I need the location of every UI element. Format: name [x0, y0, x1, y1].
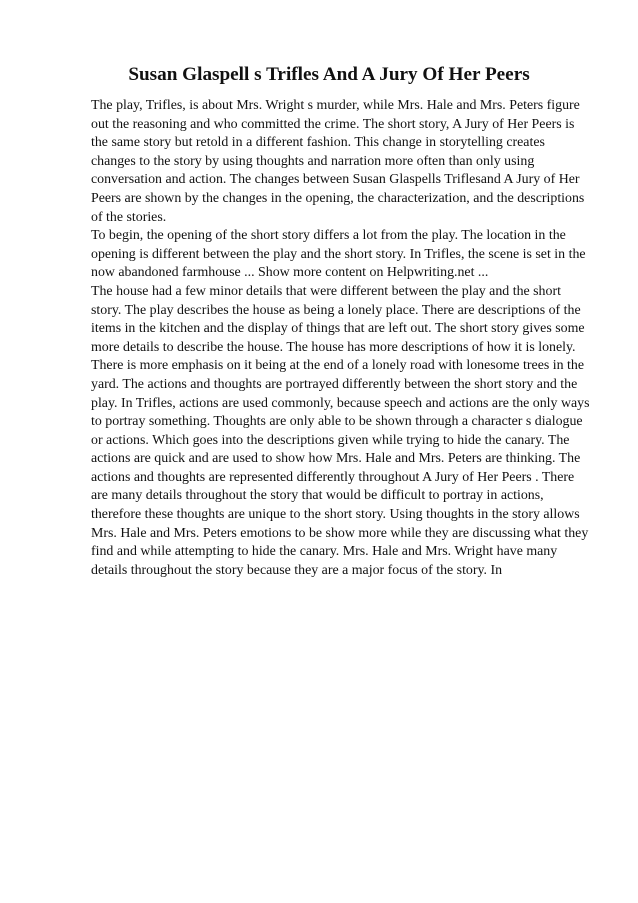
document-body [91, 97, 591, 580]
document-title: Susan Glaspell s Trifles And A Jury Of Her Peers [128, 64, 530, 85]
paragraph-intro: The play, Trifles, is about Mrs. Wright s murder, while Mrs. Hale and Mrs. Peters figure out the reasoning and who committed the crime. The short story, A Jury of Her Peers is the same story but retold in a different fashion. This change in storytelling creates changes to the story by using thoughts and narration more often than only using conversation and action. The changes between Susan Glaspells Triflesand A Jury of Her Peers are shown by the changes in the opening, the characterization, and the descriptions of the stories. [91, 98, 585, 225]
paragraph-opening: To begin, the opening of the short story differs a lot from the play. The location in the opening is different between the play and the short story. In Trifles, the scene is set in the now abandoned farmhouse ... Show more content on Helpwriting.net ... [91, 228, 586, 281]
paragraph-house: The house had a few minor details that were different between the play and the short story. The play describes the house as being a lonely place. There are descriptions of the items in the kitchen and the display of things that are left out. The short story gives some more details to describe the house. The house has more descriptions of how it is lonely. There is more emphasis on it being at the end of a lonely road with lonesome trees in the yard. The actions and thoughts are portrayed differently between the short story and the play. In Trifles, actions are used commonly, because speech and actions are the only ways to portray something. Thoughts are only able to be shown through a character s dialogue or actions. Which goes into the descriptions given while trying to hide the canary. The actions are quick and are used to show how Mrs. Hale and Mrs. Peters are thinking. The actions and thoughts are represented differently throughout A Jury of Her Peers . There are many details throughout the story that would be difficult to portray in actions, therefore these thoughts are unique to the short story. Using thoughts in the story allows Mrs. Hale and Mrs. Peters emotions to be show more while they are discussing what they find and while attempting to hide the canary. Mrs. Hale and Mrs. Wright have many details throughout the story because they are a major focus of the story. In [91, 283, 590, 578]
